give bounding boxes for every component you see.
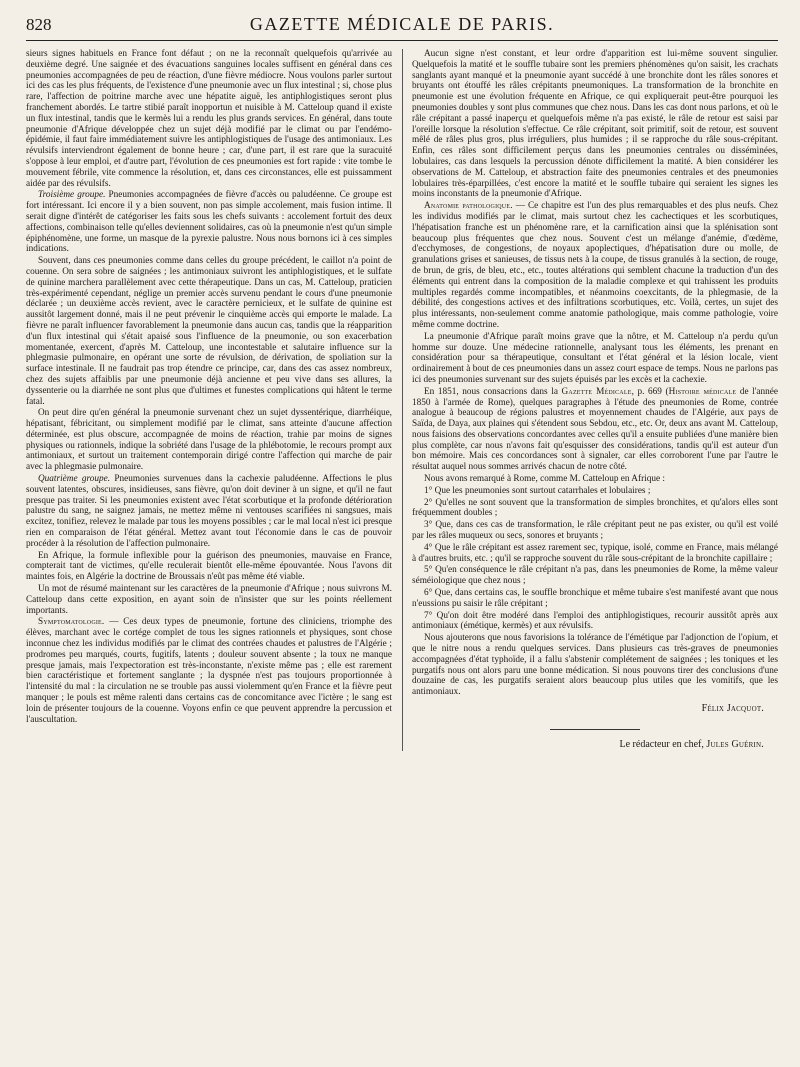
author-signature: Félix Jacquot. xyxy=(701,703,764,715)
editor-line: Le rédacteur en chef, Jules Guérin. xyxy=(619,738,764,750)
list-item: 5° Qu'en conséquence le râle crépitant n'a pas, dans les pneumonies de Rome, la même valeur séméiologique que chez nous ; xyxy=(412,565,778,587)
paragraph: En Afrique, la formule inflexible pour la guérison des pneumonies, mauvaise en France, compterait tant de victimes, qu'elle reculerait bientôt elle-même épouvantée. Nous l'avons dit maintes fois, en Algérie la doctrine de Broussais n'eût pas même été viable. xyxy=(26,550,392,583)
history-reference: Histoire médicale xyxy=(668,386,737,397)
paragraph: sieurs signes habituels en France font défaut ; on ne la reconnaît quelquefois qu'arrivée au deuxième degré. Une saignée et des évacuations sanguines locales suffisent en général dans ces pneumonies accompagnées de peu de réaction, d'une fièvre médiocre. Nous voulons parler surtout ici des cas les plus fréquents, de l'existence d'une pneumonie avec un flux intestinal ; si, chose plus rare, l'affection de poitrine marche avec une hépatite aiguë, les antiphlogistiques seront plus franchement abordés. Le tartre stibié paraît inopportun et nuisible à M. Catteloup quand il existe un flux intestinal, tandis que le kermès lui a rendu les plus grands services. En général, dans toute pneumonie d'Afrique développée chez un sujet déjà modifié par le climat ou par l'endémo-épidémie, il faut faire immédiatement suivre les antiphlogistiques de l'usage des antimoniaux. Les révulsifs interviendront également de bonne heure ; car, d'une part, il est rare que la suracuité s'oppose à leur emploi, et d'autre part, l'évolution de ces pneumonies est fort rapide : vite tombe le mouvement fébrile, vite commence la résolution, et, dans ces circonstances, elle est puissamment aidée par des révulsifs. xyxy=(26,49,392,189)
paragraph: Nous avons remarqué à Rome, comme M. Catteloup en Afrique : xyxy=(424,474,665,485)
right-column xyxy=(412,49,778,751)
list-item: 6° Que, dans certains cas, le souffle bronchique et même tubaire s'est manifesté avant que nous n'eussions pu saisir le râle crépitant ; xyxy=(412,588,778,609)
paragraph: On peut dire qu'en général la pneumonie survenant chez un sujet dyssentérique, diarrhéique, hépatisant, fébricitant, ou simplement modifié par le climat, sans atteinte d'aucune affection déterminée, est plus obscure, accompagnée de moins de réaction, trahie par moins de signes physiques ou rationnels, indique la sobriété dans l'usage de la phlébotomie, le recours prompt aux antimoniaux, et surtout un traitement contemporain dirigé contre l'affection qui marche de pair avec la phlegmasie pulmonaire. xyxy=(26,408,392,473)
paragraph: Souvent, dans ces pneumonies comme dans celles du groupe précédent, le caillot n'a point de couenne. On sera sobre de saignées ; les antimoniaux suivront les antiphlogistiques, et le sulfate de quinine marchera parallèlement avec cette thérapeutique. Dans un cas, M. Catteloup, praticien très-expérimenté cependant, néglige un premier accès survenu pendant le cours d'une pneumonie déclarée ; un deuxième accès revient, avec le caractère pernicieux, et le sulfate de quinine est aussitôt largement donné, mais il ne peut prévenir le cinquième accès qui emporte le malade. La fièvre ne paraît influencer favorablement la pneumonie dans aucun cas, tandis que la réapparition d'un flux intestinal qui s'était apaisé sous l'influence de la pneumonie, ou son exacerbation momentanée, exercent, d'après M. Catteloup, une incontestable et salutaire influence sur la phlegmasie pulmonaire, en opérant une sorte de révulsion, de dérivation, de spoliation sur la surface intestinale. Il ne faudrait pas trop étendre ce principe, car, dans des cas assez nombreux, chez des sujets affaiblis par une pneumonie déjà ancienne et peu vive dans ses allures, la dyssenterie ou la diarrhée ne sont plus que d'ultimes et funestes complications qui hâtent le terme fatal. xyxy=(26,256,392,407)
list-item: 2° Qu'elles ne sont souvent que la transformation de simples bronchites, et qu'alors elles sont fréquemment doubles ; xyxy=(412,497,778,519)
left-column xyxy=(26,49,392,751)
paragraph: Anatomie pathologique. — Ce chapitre est l'un des plus remarquables et des plus neufs. Chez les individus modifiés par le climat, mais surtout chez les cachectiques et les scorbutiques, l'hépatisation franche est un phénomène rare, et la carnification ainsi que la splénisation sont beaucoup plus fréquentes que chez nous. Souvent c'est un mélange d'anémie, d'œdème, d'ecchymoses, de congestions, de noyaux apoplectiques, d'hépatisation dure ou molle, de granulations grises et sanieuses, de tissus nets à la coupe, de tissus granulés à la section, de rouge, de brun, de gris, de bleu, etc., etc., toutes altérations qui semblent chacune la traduction d'un des éléments qui entrent dans la composition de la maladie complexe et qui trahissent les produits multiples regardés comme incompatibles, et néanmoins coexcitants, de la phlegmasie, de la débilité, des congestions actives et des infiltrations scorbutiques, etc. Voilà, certes, un sujet des plus intéressants, non-seulement comme anatomie pathologique, mais comme pathologie, voire même comme doctrine. xyxy=(412,201,778,330)
section-lead: Symptomatologie. xyxy=(38,617,105,628)
paragraph: Troisième groupe. Pneumonies accompagnées de fièvre d'accès ou paludéenne. Ce groupe est fort intéressant. Ici encore il y a bien souvent, non pas simple accolement, mais fusion intime. Il serait digne d'intérêt de catégoriser les faits sous les chefs suivants : accolement fortuit des deux affections, combinaison telle qu'elles deviennent solidaires, cas où la pneumonie n'est qu'un simple épiphénomène, une forme, un masque de la pyrexie palustre. Nous nous bornons ici à ces simples indications. xyxy=(26,190,393,255)
list-item: 3° Que, dans ces cas de transformation, le râle crépitant peut ne pas exister, ou qu'il est voilé par les râles muqueux ou secs, sonores et bruyants ; xyxy=(412,520,778,542)
list-item: 1° Que les pneumonies sont surtout catarrhales et lobulaires ; xyxy=(424,485,651,496)
signature-divider xyxy=(550,729,640,730)
page-header xyxy=(26,14,778,41)
paragraph: Un mot de résumé maintenant sur les caractères de la pneumonie d'Afrique ; nous suivrons M. Catteloup dans cette exposition, en ayant soin de n'insister que sur les points réellement importants. xyxy=(26,584,392,616)
column-divider xyxy=(402,49,403,751)
section-lead: Quatrième groupe. xyxy=(38,474,111,485)
list-item: 4° Que le râle crépitant est assez rarement sec, typique, isolé, comme en France, mais mélangé à d'autres bruits, etc. ; qu'il se rapproche souvent du râle sous-crépitant de la bronchite capillaire ; xyxy=(412,542,778,564)
journal-reference: Gazette Médicale xyxy=(561,386,632,397)
journal-title: GAZETTE MÉDICALE DE PARIS. xyxy=(249,14,555,34)
page-number: 828 xyxy=(26,15,52,34)
paragraph: Quatrième groupe. Pneumonies survenues dans la cachexie paludéenne. Affections le plus souvent latentes, obscures, insidieuses, sans fièvre, qu'on doit deviner à un signe, et qu'il ne faut presque pas traiter. Si les pneumonies existent avec l'état scorbutique et la profonde détérioration palustre du sang, ne saignez jamais, ne mettez même ni ventouses scarifiées ni sangsues, mais excitez, tonifiez, relevez le malade par tous les moyens possibles ; car le mal local n'est ici presque rien en comparaison de l'état général. Mettez avant tout l'économie dans le cas de pouvoir procéder à la résolution de l'affection pulmonaire. xyxy=(26,474,392,549)
paragraph: En 1851, nous consacrions dans la Gazette Médicale, p. 669 (Histoire médicale de l'année 1850 à l'armée de Rome), quelques paragraphes à l'étude des pneumonies de Rome, contrée analogue à beaucoup de régions palustres et moyennement chaudes de l'Algérie, aux pays de Saïda, de Daya, aux plaines qui s'étendent sous Sebdou, etc., etc. Or, deux ans avant M. Catteloup, nous faisions des observations concordantes avec celles qu'il a ensuite publiées d'une manière bien plus complète, car nous n'avons fait qu'esquisser des considérations, tandis qu'il est auteur d'un bon mémoire. Mais ces concordances sont à signaler, car elles corroborent l'une par l'autre le résultat auquel nous sommes arrivés chacun de notre côté. xyxy=(412,386,778,473)
section-lead: Anatomie pathologique. xyxy=(424,201,513,212)
paragraph: Aucun signe n'est constant, et leur ordre d'apparition est lui-même souvent singulier. Quelquefois la matité et le souffle tubaire sont les premiers phénomènes qu'on saisit, les crachats sanglants ayant manqué et la pneumonie ayant succédé à une bronchite dont les râles sonores et bruyants ont étouffé les râles crépitants pneumoniques. La transformation de la bronchite en pneumonie est une évolution fréquente en Afrique, ce qui expliquerait peut-être pourquoi les pneumonies doubles y sont plus communes que chez nous. Dans les cas dont nous parlons, et où le râle crépitant a passé inaperçu et quelquefois même n'a pas existé, le râle de retour est saisi par l'oreille lorsque la résolution s'effectue. Ce râle crépitant, soit primitif, soit de retour, est souvent mêlé de râles plus gros, plus irréguliers, plus humides ; il se rapproche du râle sous-crépitant. Enfin, ces râles sont difficilement perçus dans les pneumonies centrales ou disséminées, lobulaires, cas dans lesquels la percussion dénote difficilement la matité. A bien considérer les observations de M. Catteloup, et abstraction faite des pneumonies centrales et des pneumonies lobulaires très-éparpillées, c'est encore la matité et le souffle tubaire qui seraient les signes les moins inconstants de la pneumonie d'Afrique. xyxy=(412,49,778,200)
paragraph: Nous ajouterons que nous favorisions la tolérance de l'émétique par l'adjonction de l'opium, et que le nitre nous a rendu quelques services. Dans plusieurs cas très-graves de pneumonies accompagnées d'état typhoïde, il a fallu s'abstenir complétement de saignées ; les toniques et les purgatifs nous ont alors paru une bonne médication. Si nous pouvons tirer des conclusions d'une douzaine de cas, les purgatifs seraient alors beaucoup plus utiles que les vomitifs, que les antimoniaux. xyxy=(412,633,778,698)
section-lead: Troisième groupe. xyxy=(38,190,106,201)
text-columns xyxy=(26,49,778,751)
paragraph: Symptomatologie. — Ces deux types de pneumonie, fortune des cliniciens, triomphe des élèves, marchant avec le cortége complet de tous les signes rationnels et physiques, sont chose inconnue chez les individus modifiés par le climat des contrées chaudes et palustres de l'Algérie ; prodromes peu marqués, courts, fugitifs, latents ; douleur souvent absente ; la toux ne manque presque jamais, mais l'expectoration est très-inconstante, n'existe même pas ; elle est rarement bien caractéristique et fortement sanglante ; la dyspnée n'est pas toujours proportionnée à l'intensité du mal : la circulation ne se trouble pas aussi violemment qu'en France et la fièvre peut manquer ; le pouls est même ralenti dans certains cas de concomitance avec l'ictère ; le sang est loin de présenter toujours de la couenne. Voyons enfin ce que peuvent apprendre la percussion et l'auscultation. xyxy=(26,617,392,725)
paragraph: La pneumonie d'Afrique paraît moins grave que la nôtre, et M. Catteloup n'a perdu qu'un homme sur douze. Une médecine rationnelle, analysant tous les éléments, les prenant en considération pour sa thérapeutique, consultant et l'état général et la lésion locale, vient ordinairement à bout de ces pneumonies dans un assez court espace de temps. Nous ne parlons pas ici des pneumonies survenant sur des sujets épuisés par les excès et la cachexie. xyxy=(412,331,778,385)
list-item: 7° Qu'on doit être modéré dans l'emploi des antiphlogistiques, recourir aussitôt après aux antimoniaux (émétique, kermès) et aux révulsifs. xyxy=(412,610,778,632)
editor-name: Jules Guérin. xyxy=(706,738,764,750)
